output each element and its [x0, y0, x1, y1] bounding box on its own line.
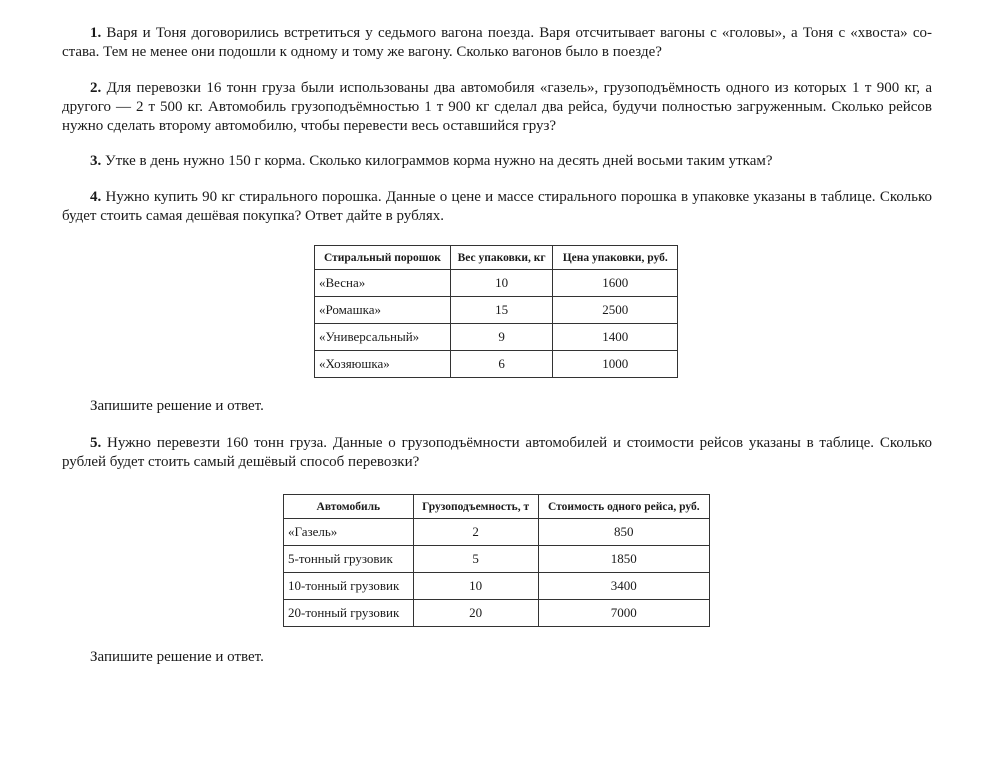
table-cell: «Весна»	[315, 270, 451, 297]
table-cell: 1600	[553, 270, 678, 297]
table-cell: 6	[450, 351, 553, 378]
table-cell: «Ромашка»	[315, 297, 451, 324]
problem-4-text: Нужно купить 90 кг стирального порошка. Данные о цене и массе стирального порошка в упаковке указаны в таблице. Сколько будет стоить самая дешёвая покупка? Ответ дайте в рублях.	[62, 189, 933, 224]
problem-5-text: Нужно перевезти 160 тонн груза. Данные о грузоподъёмности автомобилей и стоимости рейсов указаны в таблице. Сколько рублей будет стоить самый дешёвый способ перевозки?	[62, 435, 933, 470]
table-header-cell: Автомобиль	[284, 495, 414, 519]
problem-2-text: Для перевозки 16 тонн груза были использованы два автомобиля «газель», грузоподъёмность одного из которых 1 т 900 кг, а другого — 2 т 500 кг. Автомобиль грузоподъёмностью 1 т 900 кг сделал два рейса, будучи полностью загруженным. Сколько рейсов нужно сделать второму автомобилю, чтобы перевести весь оставшийся груз?	[62, 80, 933, 134]
table-cell: 3400	[538, 573, 709, 600]
table-cell: 10	[450, 270, 553, 297]
table-row	[315, 351, 678, 378]
table-cell: 1000	[553, 351, 678, 378]
table-cell: «Универсальный»	[315, 324, 451, 351]
problem-4	[62, 188, 932, 226]
problem-1	[62, 24, 932, 62]
problem-5-number: 5.	[90, 435, 102, 451]
table-header-cell: Вес упаковки, кг	[450, 246, 553, 270]
table-cell: 850	[538, 519, 709, 546]
table-row	[284, 546, 710, 573]
problem-3	[62, 152, 932, 171]
table-cell: 20	[413, 600, 538, 627]
table-row	[284, 573, 710, 600]
truck-table-header	[284, 495, 710, 519]
answer-note-2: Запишите решение и ответ.	[90, 649, 264, 665]
problem-3-text: Утке в день нужно 150 г корма. Сколько килограммов корма нужно на десять дней восьми таким уткам?	[105, 153, 773, 169]
table-header-cell: Цена упаковки, руб.	[553, 246, 678, 270]
table-header-cell: Стиральный порошок	[315, 246, 451, 270]
detergent-table	[314, 245, 678, 378]
table-cell: 9	[450, 324, 553, 351]
table-cell: 5	[413, 546, 538, 573]
table-cell: 20-тонный грузовик	[284, 600, 414, 627]
table-header-cell: Стоимость одного рейса, руб.	[538, 495, 709, 519]
problem-1-number: 1.	[90, 25, 102, 41]
table-row	[315, 270, 678, 297]
table-cell: «Хозяюшка»	[315, 351, 451, 378]
table-cell: 2500	[553, 297, 678, 324]
table-cell: 2	[413, 519, 538, 546]
table-cell: 10-тонный грузовик	[284, 573, 414, 600]
table-cell: «Газель»	[284, 519, 414, 546]
table-cell: 10	[413, 573, 538, 600]
problem-2-number: 2.	[90, 80, 102, 96]
problem-5	[62, 434, 932, 472]
table-cell: 1400	[553, 324, 678, 351]
detergent-table-header	[315, 246, 678, 270]
table-row	[284, 519, 710, 546]
table-row	[284, 600, 710, 627]
table-cell: 1850	[538, 546, 709, 573]
problem-1-text: Варя и Тоня договорились встретиться у седьмого вагона поезда. Варя отсчитывает вагоны с «головы», а Тоня с «хвоста» со-става. Тем не менее они подошли к одному и тому же вагону. Сколько вагонов было в поезде?	[62, 25, 933, 60]
problem-3-number: 3.	[90, 153, 102, 169]
table-cell: 15	[450, 297, 553, 324]
table-cell: 7000	[538, 600, 709, 627]
table-row	[315, 297, 678, 324]
answer-note-1: Запишите решение и ответ.	[90, 398, 264, 414]
problem-4-number: 4.	[90, 189, 102, 205]
truck-table	[283, 494, 710, 627]
table-header-cell: Грузоподъемность, т	[413, 495, 538, 519]
table-cell: 5-тонный грузовик	[284, 546, 414, 573]
problem-2	[62, 79, 932, 136]
table-row	[315, 324, 678, 351]
